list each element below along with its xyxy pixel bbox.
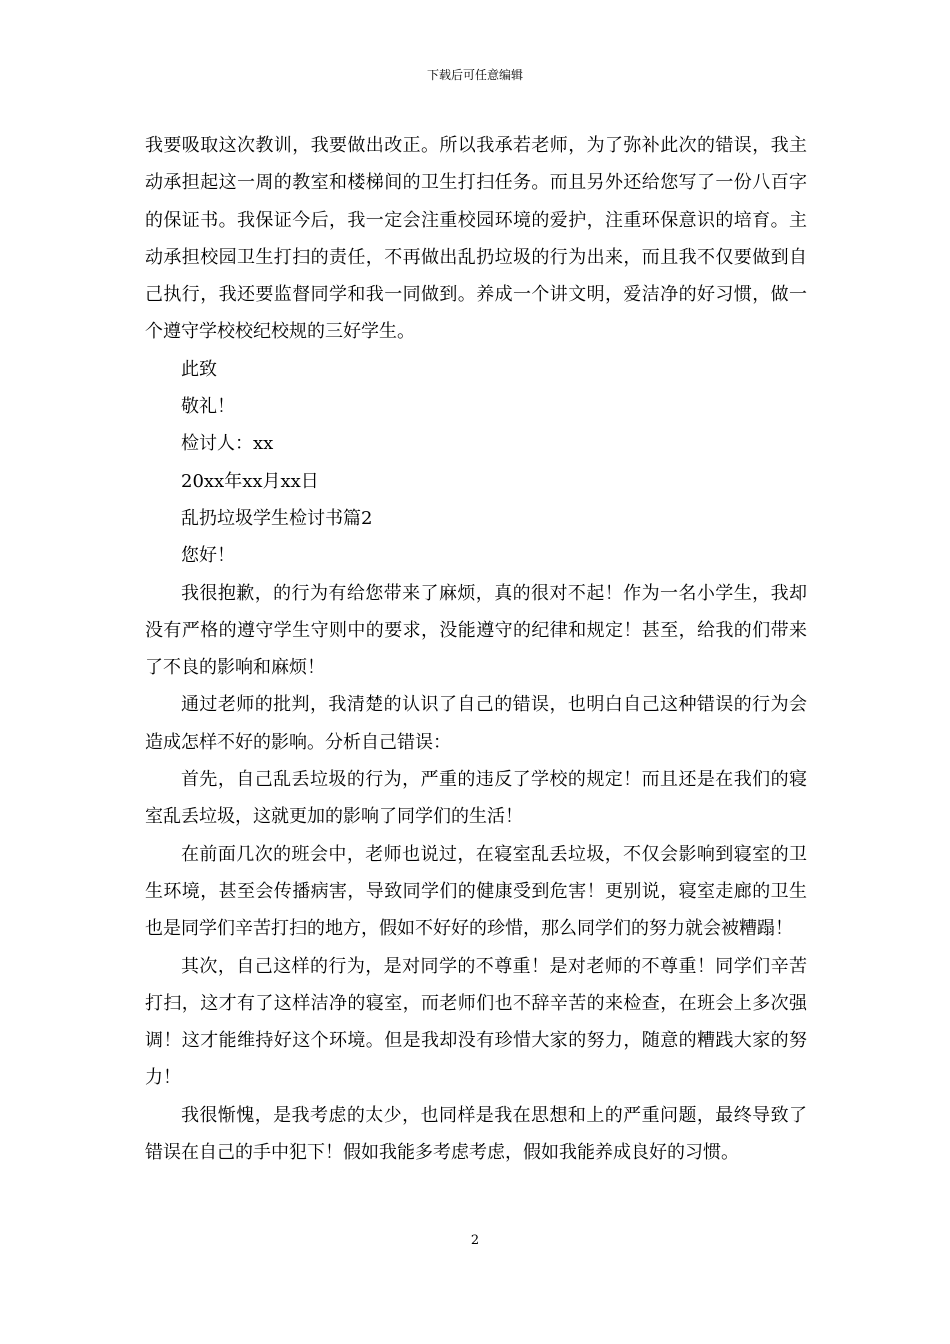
paragraph: 通过老师的批判，我清楚的认识了自己的错误，也明白自己这种错误的行为会造成怎样不好的影响。分析自己错误：	[145, 694, 807, 753]
paragraph: 我很抱歉，的行为有给您带来了麻烦，真的很对不起！作为一名小学生，我却没有严格的遵守学生守则中的要求，没能遵守的纪律和规定！甚至，给我的们带来了不良的影响和麻烦！	[145, 582, 807, 679]
signature-line: 检讨人：xx	[181, 433, 274, 455]
closing-regards: 敬礼！	[181, 396, 235, 418]
document-body	[145, 127, 807, 1171]
paragraph: 首先，自己乱丢垃圾的行为，严重的违反了学校的规定！而且还是在我们的寝室乱丢垃圾，这就更加的影响了同学们的生活！	[145, 769, 807, 828]
section-title: 乱扔垃圾学生检讨书篇2	[181, 507, 373, 529]
paragraph: 在前面几次的班会中，老师也说过，在寝室乱丢垃圾，不仅会影响到寝室的卫生环境，甚至会传播病害，导致同学们的健康受到危害！更别说，寝室走廊的卫生也是同学们辛苦打扫的地方，假如不好好的珍惜，那么同学们的努力就会被糟蹋！	[145, 843, 807, 940]
closing-salutation: 此致	[181, 358, 217, 380]
page-number: 2	[470, 1233, 480, 1248]
paragraph: 我很惭愧，是我考虑的太少，也同样是我在思想和上的严重问题，最终导致了错误在自己的手中犯下！假如我能多考虑考虑，假如我能养成良好的习惯。	[145, 1104, 807, 1164]
date-line: 20xx年xx月xx日	[181, 470, 319, 492]
page-header: 下载后可任意编辑	[426, 68, 523, 82]
paragraph: 其次，自己这样的行为，是对同学的不尊重！是对老师的不尊重！同学们辛苦打扫，这才有了这样洁净的寝室，而老师们也不辞辛苦的来检查，在班会上多次强调！这才能维持好这个环境。但是我却没有珍惜大家的努力，随意的糟践大家的努力！	[145, 955, 807, 1089]
paragraph-continuation: 我要吸取这次教训，我要做出改正。所以我承若老师，为了弥补此次的错误，我主动承担起这一周的教室和楼梯间的卫生打扫任务。而且另外还给您写了一份八百字的保证书。我保证今后，我一定会注重校园环境的爱护，注重环保意识的培育。主动承担校园卫生打扫的责任，不再做出乱扔垃圾的行为出来，而且我不仅要做到自己执行，我还要监督同学和我一同做到。养成一个讲文明，爱洁净的好习惯，做一个遵守学校校纪校规的三好学生。	[145, 135, 807, 343]
greeting: 您好！	[181, 545, 235, 567]
